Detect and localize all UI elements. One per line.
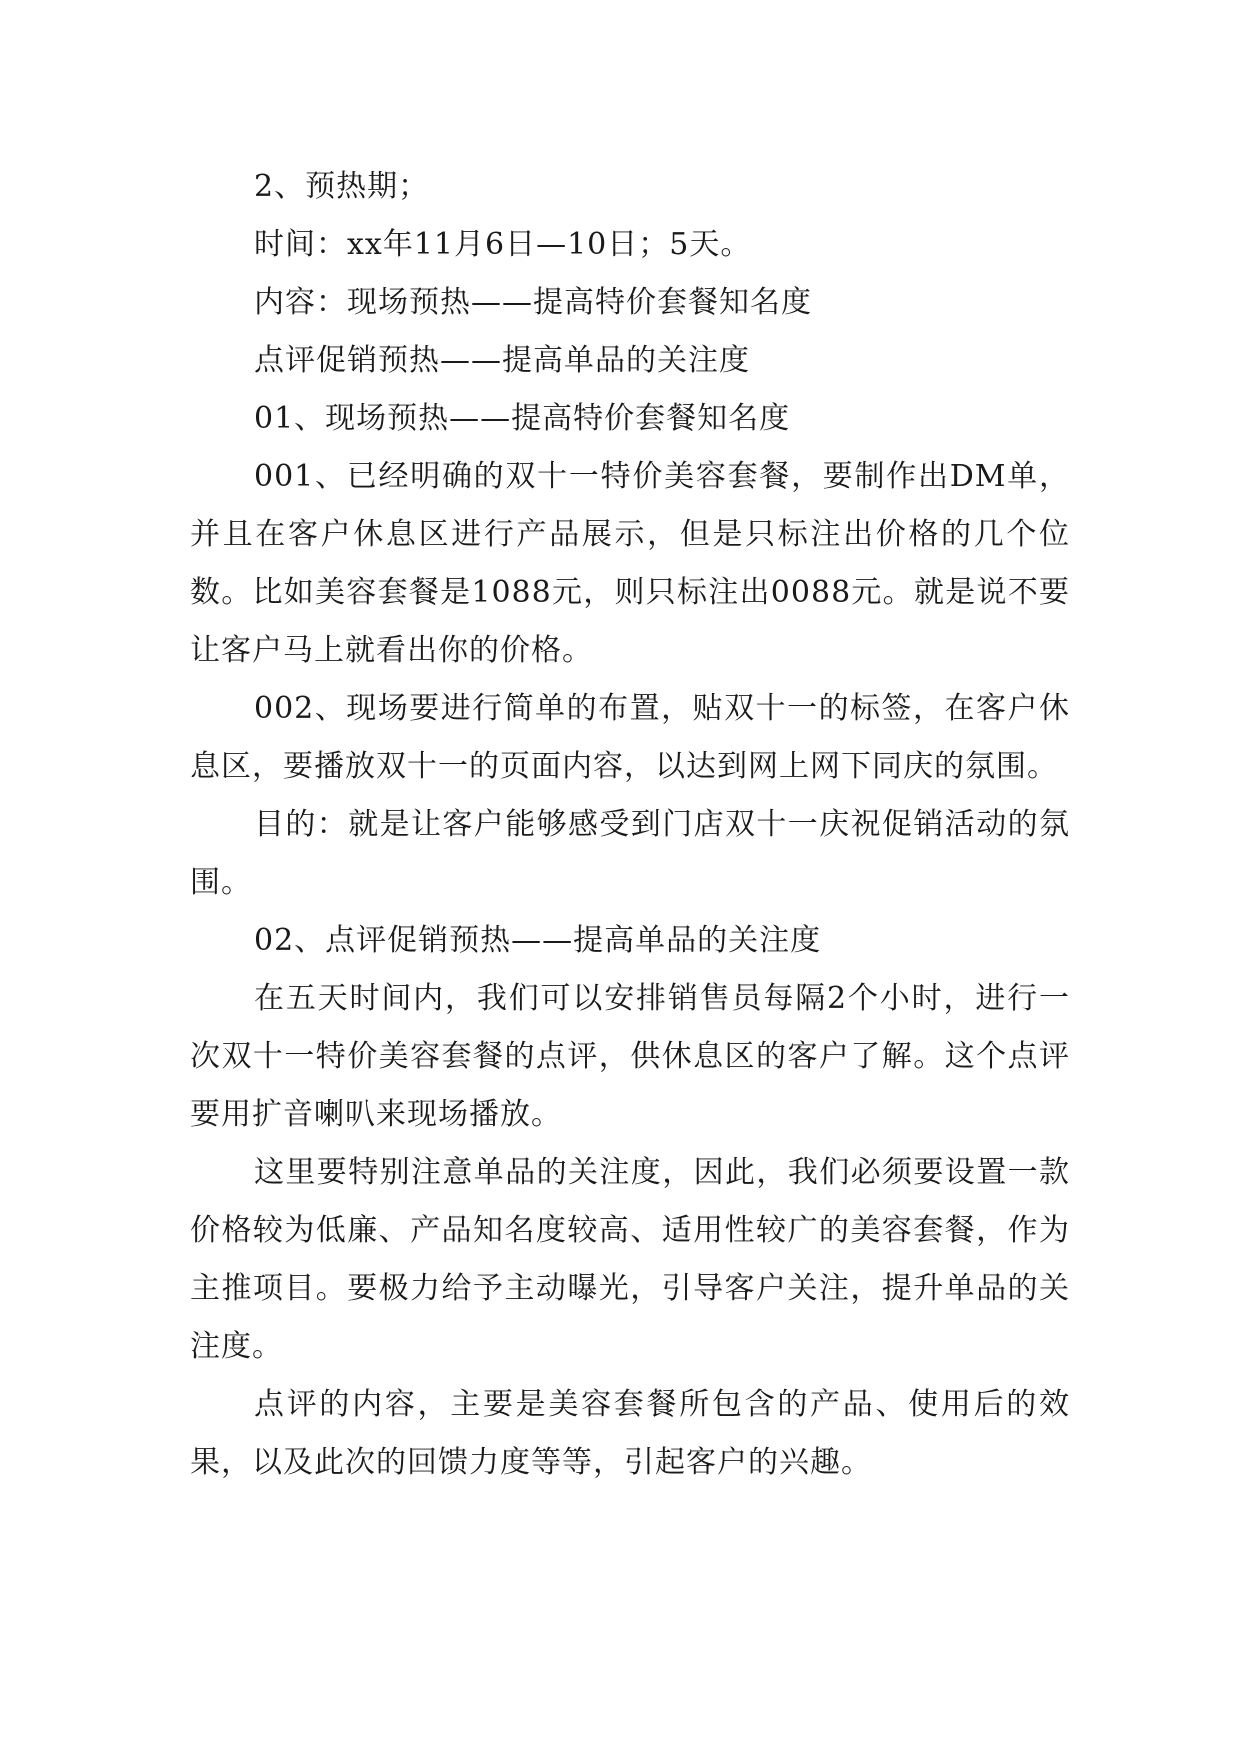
- review-content-paragraph: 点评的内容，主要是美容套餐所包含的产品、使用后的效果，以及此次的回馈力度等等，引起客户的兴趣。: [190, 1387, 1070, 1480]
- time-line: 时间：xx年11月6日—10日；5天。: [254, 227, 752, 262]
- paragraph-001: 001、已经明确的双十一特价美容套餐，要制作出DM单，并且在客户休息区进行产品展示，但是只标注出价格的几个位数。比如美容套餐是1088元，则只标注出0088元。就是说不要让客户马上就看出你的价格。: [190, 459, 1070, 668]
- subsection-heading-02: 02、点评促销预热——提高单品的关注度: [254, 923, 822, 958]
- document-body: [190, 158, 1070, 1492]
- content-line-2: 点评促销预热——提高单品的关注度: [254, 343, 750, 378]
- single-item-focus-paragraph: 这里要特别注意单品的关注度，因此，我们必须要设置一款价格较为低廉、产品知名度较高、适用性较广的美容套餐，作为主推项目。要极力给予主动曝光，引导客户关注，提升单品的关注度。: [190, 1155, 1070, 1364]
- subsection-heading-01: 01、现场预热——提高特价套餐知名度: [254, 401, 791, 436]
- content-line: 内容：现场预热——提高特价套餐知名度: [254, 285, 812, 320]
- review-schedule-paragraph: 在五天时间内，我们可以安排销售员每隔2个小时，进行一次双十一特价美容套餐的点评，供休息区的客户了解。这个点评要用扩音喇叭来现场播放。: [190, 981, 1070, 1132]
- purpose-paragraph: 目的：就是让客户能够感受到门店双十一庆祝促销活动的氛围。: [190, 807, 1070, 900]
- paragraph-002: 002、现场要进行简单的布置，贴双十一的标签，在客户休息区，要播放双十一的页面内容，以达到网上网下同庆的氛围。: [190, 691, 1070, 784]
- section-heading-preheat: 2、预热期；: [254, 169, 430, 204]
